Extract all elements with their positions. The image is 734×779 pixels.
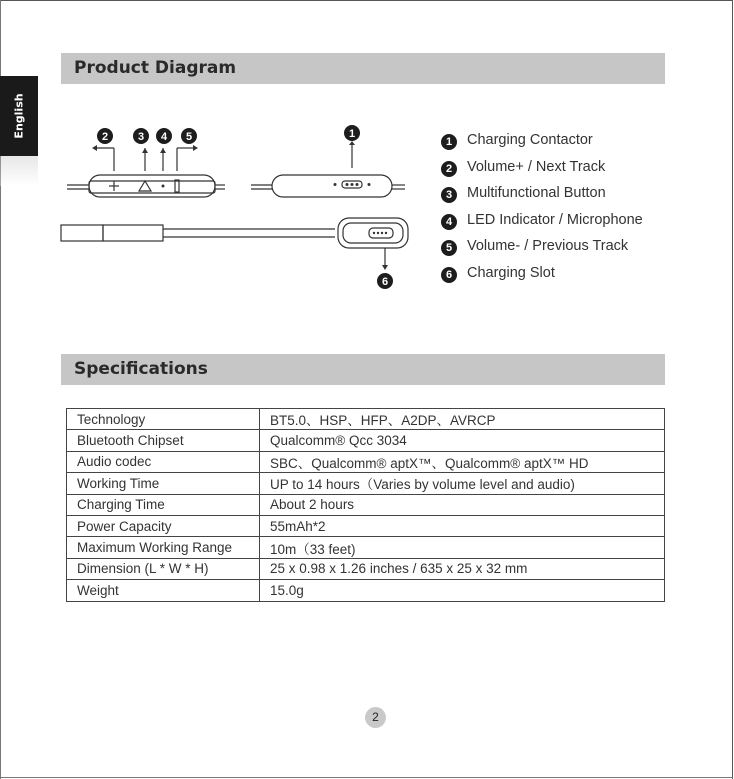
spec-value: 55mAh*2: [260, 515, 665, 536]
marker-1: 1: [348, 128, 356, 140]
table-row: [67, 580, 665, 601]
legend-number: 5: [441, 240, 457, 256]
table-row: [67, 537, 665, 558]
language-tab-shadow: [0, 156, 38, 186]
specifications-table: [66, 408, 665, 602]
spec-value: BT5.0、HSP、HFP、A2DP、AVRCP: [260, 409, 665, 430]
spec-key: Working Time: [67, 473, 260, 494]
spec-value: SBC、Qualcomm® aptX™、Qualcomm® aptX™ HD: [260, 451, 665, 472]
spec-key: Audio codec: [67, 451, 260, 472]
product-diagram-header: [61, 53, 665, 84]
legend-number: 6: [441, 267, 457, 283]
legend-number: 1: [441, 134, 457, 150]
legend-number: 3: [441, 187, 457, 203]
spec-key: Dimension (L * W * H): [67, 558, 260, 579]
marker-5: 5: [185, 131, 193, 143]
marker-6: 6: [381, 276, 389, 288]
legend-label: Volume+ / Next Track: [467, 158, 606, 175]
table-row: [67, 515, 665, 536]
charging-cable: [61, 218, 408, 267]
table-row: [67, 409, 665, 430]
spec-value: 15.0g: [260, 580, 665, 601]
page-number: 2: [365, 707, 386, 728]
language-tab-label: English: [12, 93, 26, 139]
table-row: [67, 558, 665, 579]
marker-4: 4: [160, 131, 168, 143]
remote-back: [251, 145, 405, 197]
legend-label: Charging Contactor: [467, 132, 593, 148]
legend-label: Charging Slot: [467, 264, 555, 281]
spec-key: Charging Time: [67, 494, 260, 515]
product-diagram-title: Product Diagram: [74, 58, 237, 78]
spec-key: Maximum Working Range: [67, 537, 260, 558]
legend-label: Multifunctional Button: [467, 185, 606, 202]
table-row: [67, 473, 665, 494]
page-border-right: [732, 0, 733, 779]
product-diagram: [55, 115, 425, 295]
spec-key: Technology: [67, 409, 260, 430]
language-tab: [0, 76, 38, 156]
spec-value: 10m（33 feet): [260, 537, 665, 558]
specifications-header: [61, 354, 665, 385]
legend-number: 2: [441, 161, 457, 177]
table-row: [67, 494, 665, 515]
legend-number: 4: [441, 214, 457, 230]
legend-label: Volume- / Previous Track: [467, 238, 629, 255]
spec-value: UP to 14 hours（Varies by volume level and audio): [260, 473, 665, 494]
spec-value: Qualcomm® Qcc 3034: [260, 430, 665, 451]
specifications-title: Specifications: [74, 359, 208, 379]
marker-2: 2: [101, 131, 109, 143]
table-row: [67, 430, 665, 451]
remote-front: [67, 148, 225, 197]
page-border-top: [0, 0, 733, 1]
legend-label: LED Indicator / Microphone: [467, 211, 643, 228]
table-row: [67, 451, 665, 472]
spec-value: About 2 hours: [260, 494, 665, 515]
marker-3: 3: [137, 131, 145, 143]
page-border-bottom: [0, 777, 733, 778]
spec-key: Weight: [67, 580, 260, 601]
spec-key: Bluetooth Chipset: [67, 430, 260, 451]
spec-value: 25 x 0.98 x 1.26 inches / 635 x 25 x 32 mm: [260, 558, 665, 579]
spec-key: Power Capacity: [67, 515, 260, 536]
